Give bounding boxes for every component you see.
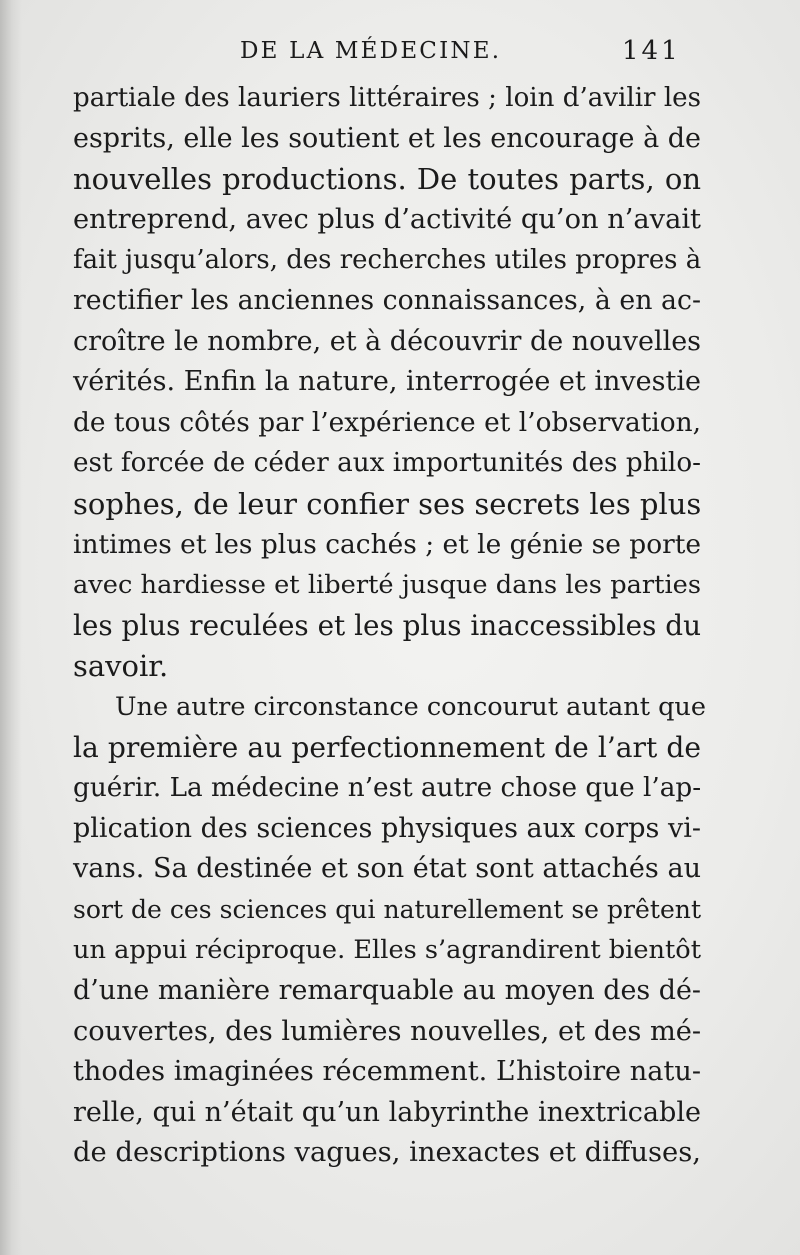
text-line: est forcée de céder aux importunités des philo- (73, 448, 701, 479)
text-line: sophes, de leur confier ses secrets les plus (73, 486, 702, 521)
paragraph-2 (73, 687, 706, 1174)
text-line: croître le nombre, et à découvrir de nouvelles (73, 325, 701, 357)
text-line: esprits, elle les soutient et les encourage à de (73, 122, 701, 154)
text-line: de tous côtés par l’expérience et l’observation, (73, 407, 701, 438)
text-line: couvertes, des lumières nouvelles, et des mé- (73, 1015, 702, 1047)
body-text (73, 78, 706, 1174)
text-line: vans. Sa destinée et son état sont attachés au (73, 853, 701, 885)
text-line: thodes imaginées récemment. L’histoire natu- (73, 1056, 701, 1088)
text-line: nouvelles productions. De toutes parts, on (73, 162, 701, 197)
text-line: savoir. (73, 649, 169, 684)
text-line: Une autre circonstance concourut autant que (115, 691, 706, 722)
running-title: DE LA MÉDECINE. (240, 38, 502, 64)
text-line: avec hardiesse et liberté jusque dans les parties (73, 570, 701, 601)
text-line: d’une manière remarquable au moyen des dé- (73, 975, 701, 1007)
paragraph-1 (73, 78, 701, 687)
text-line: guérir. La médecine n’est autre chose que l’ap- (73, 773, 702, 804)
page-number: 141 (622, 36, 681, 66)
text-line: relle, qui n’était qu’un labyrinthe inextricable (73, 1096, 701, 1128)
text-line: partiale des lauriers littéraires ; loin d’avilir les (73, 83, 701, 113)
text-line: la première au perfectionnement de l’art de (73, 730, 701, 764)
text-line: vérités. Enfin la nature, interrogée et investie (73, 366, 701, 398)
text-line: fait jusqu’alors, des recherches utiles propres à (73, 245, 702, 276)
text-line: les plus reculées et les plus inaccessibles du (73, 608, 701, 642)
text-line: rectifier les anciennes connaissances, à en ac- (73, 284, 701, 316)
text-line: sort de ces sciences qui naturellement se prêtent (73, 894, 702, 924)
text-line: entreprend, avec plus d’activité qu’on n’avait (73, 203, 701, 235)
text-line: un appui réciproque. Elles s’agrandirent bientôt (73, 935, 701, 966)
text-line: intimes et les plus cachés ; et le génie se porte (73, 528, 701, 560)
gutter-shadow (0, 0, 22, 1255)
text-line: de descriptions vagues, inexactes et diffuses, (73, 1137, 701, 1169)
text-line: plication des sciences physiques aux corps vi- (73, 812, 701, 844)
